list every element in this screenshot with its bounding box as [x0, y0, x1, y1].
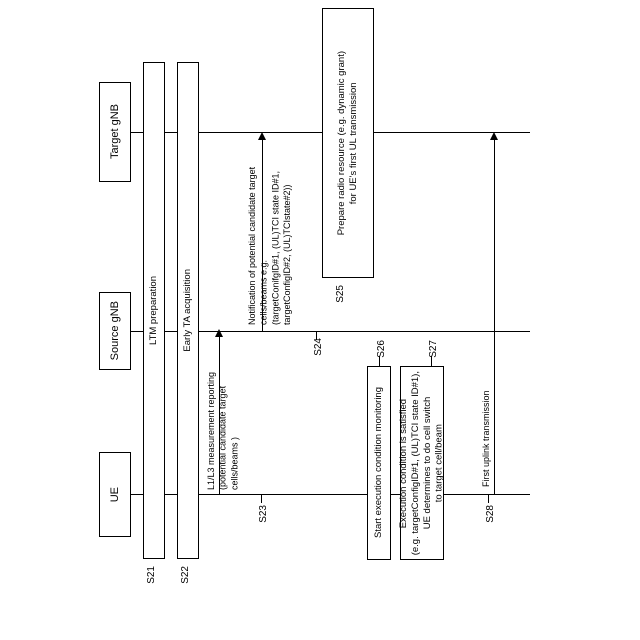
step-s24: S24: [313, 338, 324, 356]
message-l1l3-measurement-reporting-arrowhead: [215, 329, 223, 337]
message-l1l3-measurement-reporting-label: L1/L3 measurement reporting (potential candidate target cells/beams ): [206, 371, 240, 490]
step-s22: S22: [180, 566, 191, 584]
activation-start-execution-condition-monitoring-label: Start execution condition monitoring: [373, 387, 385, 539]
step-s27-leader: [431, 356, 432, 366]
activation-execution-condition-satisfied-label: Execution condition is satisfied (e.g. targetConfigID#1, (UL)TCI state ID#1), UE determines to do cell switch to target cell/beam: [398, 370, 445, 556]
step-s26-leader: [379, 356, 380, 366]
step-s24-leader: [316, 332, 317, 340]
activation-execution-condition-satisfied: [400, 366, 444, 560]
step-s25: S25: [335, 285, 346, 303]
activation-ltm-preparation: [143, 62, 165, 559]
activation-ltm-preparation-label: LTM preparation: [148, 276, 160, 345]
entity-target-gnb: [99, 82, 131, 182]
message-notification-arrowhead: [258, 132, 266, 140]
activation-prepare-radio-resource: [322, 8, 374, 278]
step-s23: S23: [258, 505, 269, 523]
entity-target-gnb-label: Target gNB: [108, 104, 121, 160]
step-s21: S21: [146, 566, 157, 584]
entity-source-gnb-label: Source gNB: [108, 301, 121, 361]
message-notification-label: Notification of potential candidate target cells/beams e.g. (targetConifgID#1, (UL)TCI state ID#1, targetConfigID#2, (UL)TCIstate#2)): [247, 166, 293, 325]
message-first-uplink-transmission-label: First uplink transmission: [481, 390, 491, 487]
activation-start-execution-condition-monitoring: [367, 366, 391, 560]
step-s28-leader: [488, 495, 489, 503]
step-s26: S26: [376, 340, 387, 358]
message-first-uplink-transmission-arrowhead: [490, 132, 498, 140]
activation-prepare-radio-resource-label: Prepare radio resource (e.g. dynamic grant) for UE's first UL transmission: [336, 50, 359, 236]
entity-source-gnb: [99, 292, 131, 370]
activation-early-ta-acquisition: [177, 62, 199, 559]
entity-ue-label: UE: [108, 486, 121, 503]
activation-early-ta-acquisition-label: Early TA acquisition: [182, 269, 194, 352]
step-s23-leader: [261, 495, 262, 503]
entity-ue: [99, 452, 131, 537]
step-s28: S28: [485, 505, 496, 523]
step-s27: S27: [428, 340, 439, 358]
